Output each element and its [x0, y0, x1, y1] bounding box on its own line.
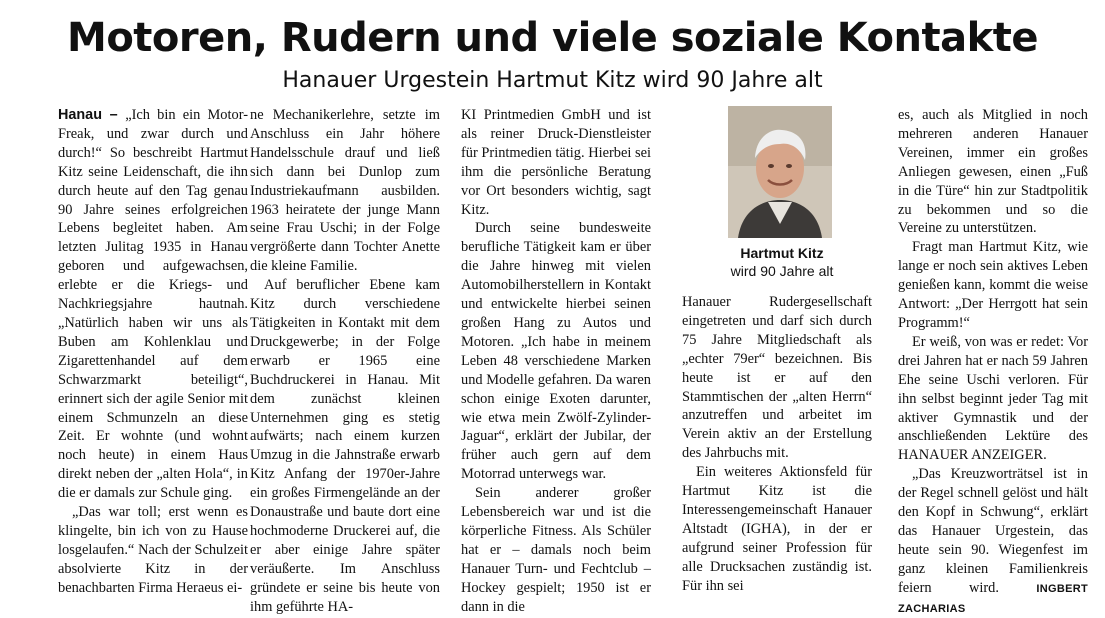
paragraph: „Das Kreuzworträtsel ist in der Regel schnell gelöst und hält den Kopf in Schwung“, erklärt das Hanauer Urgestein, das heute sein 90. Wiegenfest im ganz kleinen Familienkreis feiern wird. INGBERT ZACHARIAS — [898, 466, 1088, 615]
article-column-5 — [898, 106, 1088, 618]
article-column-4 — [682, 293, 872, 596]
paragraph: Fragt man Hartmut Kitz, wie lange er noch sein aktives Leben genießen kann, kommt die weise Antwort: „Der Herrgott hat sein Programm!“ — [898, 239, 1088, 331]
article-column-3 — [461, 106, 651, 616]
paragraph: Ein weiteres Aktionsfeld für Hartmut Kitz ist die Interessengemeinschaft Hanauer Altstadt (IGHA), in der er aufgrund seiner Profession für alle Drucksachen zuständig ist. Für ihn sei — [682, 464, 872, 594]
article-column-1 — [58, 106, 248, 598]
paragraph: Hanauer Rudergesellschaft eingetreten und darf sich durch 75 Jahre Mitgliedschaft als „echter 79er“ bezeichnen. Bis heute ist er auf den Stammtischen der „alten Herrn“ anzutreffen und arbeitet im Verein aktiv an der Erstellung des Jahrbuchs mit. — [682, 294, 872, 462]
article-headline: Motoren, Rudern und viele soziale Kontakte — [67, 15, 1038, 61]
paragraph: „Das war toll; erst wenn es klingelte, bin ich von zu Hause losgelaufen.“ Nach der Schulzeit absolvierte Kitz in der benachbarten Firma Heraeus ei- — [58, 504, 248, 596]
author-byline: INGBERT ZACHARIAS — [898, 582, 1088, 615]
photo-caption — [682, 244, 882, 280]
article-column-2 — [250, 106, 440, 616]
portrait-photo — [728, 106, 832, 238]
article-subheadline: Hanauer Urgestein Hartmut Kitz wird 90 Jahre alt — [282, 68, 823, 93]
paragraph: Auf beruflicher Ebene kam Kitz durch verschiedene Tätigkeiten in Kontakt mit dem Druckgewerbe; in der Folge erwarb er 1965 eine Buchdruckerei in Hanau. Mit dem zunächst kleinen Unternehmen ging es stetig aufwärts; nach einem kurzen Umzug in die Jahnstraße erwarb Kitz Anfang der 1970er-Jahre ein großes Firmengelände an der Donaustraße und baute dort eine hochmoderne Druckerei auf, die er aber einige Jahre später veräußerte. Im Anschluss gründete er seine bis heute von ihm geführte HA- — [250, 277, 440, 615]
dateline: Hanau – — [58, 107, 126, 123]
paragraph: KI Printmedien GmbH und ist als reiner Druck-Dienstleister für Printmedien tätig. Hierbei sei ihm die persönliche Beratung vor Ort besonders wichtig, sagt Kitz. — [461, 107, 651, 218]
paragraph: Sein anderer großer Lebensbereich war und ist die körperliche Fitness. Als Schüler hat er – damals noch beim Hanauer Turn- und Fechtclub – Hockey gespielt; 1950 ist er dann in die — [461, 485, 651, 615]
paragraph: es, auch als Mitglied in noch mehreren anderen Hanauer Vereinen, immer ein großes Anliegen gewesen, einen „Fuß in die Türe“ hin zur Stadtpolitik zu bekommen und so die Vereine zu unterstützen. — [898, 107, 1088, 237]
caption-name: Hartmut Kitz — [740, 245, 824, 261]
paragraph: Hanau – „Ich bin ein Motor-Freak, und zwar durch und durch!“ So beschreibt Hartmut Kitz seine Leidenschaft, die ihn durch heute auf den Tag genau 90 Jahre seines erfolgreichen Lebens begleitet haben. Am letzten Julitag 1935 in Hanau geboren und aufgewachsen, erlebte er die Kriegs- und Nachkriegsjahre hautnah. „Natürlich haben wir uns als Buben am Kohlenklau und Zigarettenhandel auf dem Schwarzmarkt beteiligt“, erinnert sich der agile Senior mit einem Schmunzeln an diese Zeit. Er wohnte (und wohnt noch heute) in einem Haus direkt neben der „alten Hola“, in die er damals zur Schule ging. — [58, 107, 248, 502]
paragraph: ne Mechanikerlehre, setzte im Anschluss ein Jahr höhere Handelsschule drauf und ließ sich dann bei Dunlop zum Industriekaufmann ausbilden. 1963 heiratete der junge Mann seine Frau Uschi; in der Folge vergrößerte dann Tochter Anette die kleine Familie. — [250, 107, 440, 275]
paragraph: Durch seine bundesweite berufliche Tätigkeit kam er über die Jahre hinweg mit vielen Automobilherstellern in Kontakt und entwickelte hierbei seinen großen Hang zu Autos und Motoren. „Ich habe in meinem Leben 48 verschiedene Marken und Modelle gefahren. Da waren schon einige Exoten darunter, wie etwa mein Zwölf-Zylinder-Jaguar“, erklärt der Jubilar, der früher auch gern auf dem Motorrad unterwegs war. — [461, 220, 651, 483]
paragraph: Er weiß, von was er redet: Vor drei Jahren hat er nach 59 Jahren Ehe seine Uschi verloren. Für ihn selbst beginnt jeder Tag mit aktiver Gymnastik und der anschließenden Lektüre des HANAUER ANZEIGER. — [898, 333, 1088, 464]
caption-subtitle: wird 90 Jahre alt — [730, 263, 834, 279]
